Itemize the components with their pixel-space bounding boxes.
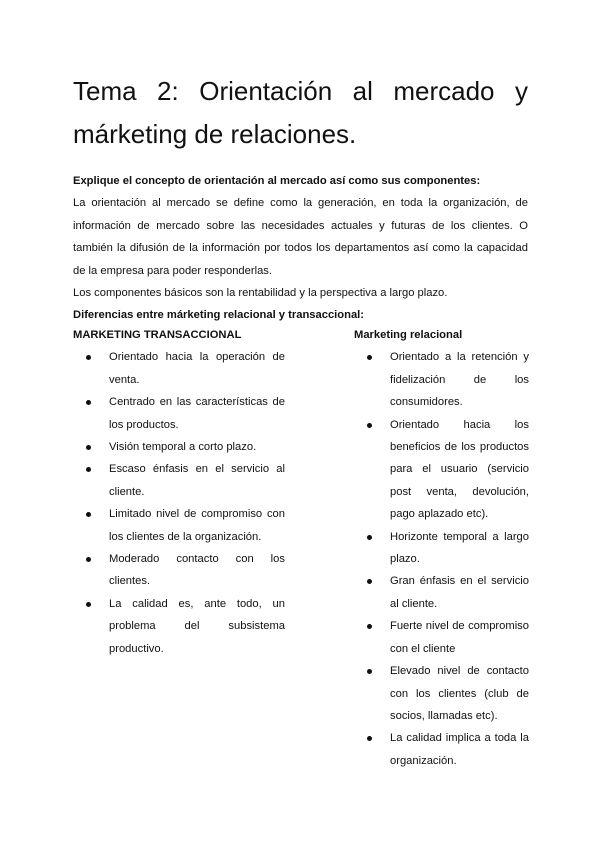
list-item: La calidad es, ante todo, un problema del subsistema productivo. — [73, 593, 285, 660]
transactional-column — [73, 324, 285, 660]
relational-heading: Marketing relacional — [354, 329, 463, 341]
intro-section — [73, 170, 528, 327]
relational-list — [354, 346, 529, 772]
transactional-heading: MARKETING TRANSACCIONAL — [73, 329, 242, 341]
list-item: Fuerte nivel de compromiso con el cliente — [354, 615, 529, 660]
transactional-list — [73, 346, 285, 660]
list-item: Escaso énfasis en el servicio al cliente. — [73, 458, 285, 503]
question-1: Explique el concepto de orientación al mercado así como sus componentes: — [73, 175, 481, 187]
question-2: Diferencias entre márketing relacional y transaccional: — [73, 309, 364, 322]
bullet-icon — [367, 624, 372, 629]
bullet-icon — [367, 423, 372, 428]
list-item: Elevado nivel de contacto con los clientes (club de socios, llamadas etc). — [354, 660, 529, 727]
list-item: Gran énfasis en el servicio al cliente. — [354, 570, 529, 615]
list-item: Visión temporal a corto plazo. — [73, 436, 285, 458]
relational-column — [354, 324, 529, 772]
list-item: Centrado en las características de los productos. — [73, 391, 285, 436]
list-item: Orientado hacia los beneficios de los productos para el usuario (servicio post venta, devolución, pago aplazado etc). — [354, 414, 529, 526]
bullet-icon — [86, 400, 91, 405]
bullet-icon — [86, 557, 91, 562]
list-item: Orientado a la retención y fidelización de los consumidores. — [354, 346, 529, 413]
bullet-icon — [367, 669, 372, 674]
list-item: Limitado nivel de compromiso con los clientes de la organización. — [73, 503, 285, 548]
bullet-icon — [367, 736, 372, 741]
bullet-icon — [86, 445, 91, 450]
paragraph-1: La orientación al mercado se define como la generación, en toda la organización, de información de mercado sobre las necesidades actuales y futuras de los clientes. O también la difusión de la información por todos los departamentos así como la capacidad de la empresa para poder responderlas. — [73, 197, 528, 277]
bullet-icon — [367, 355, 372, 360]
bullet-icon — [367, 579, 372, 584]
bullet-icon — [86, 355, 91, 360]
bullet-icon — [86, 602, 91, 607]
bullet-icon — [86, 467, 91, 472]
page-title: Tema 2: Orientación al mercado y márketing de relaciones. — [73, 76, 528, 149]
list-item: La calidad implica a toda la organización. — [354, 727, 529, 772]
bullet-icon — [86, 512, 91, 517]
bullet-icon — [367, 535, 372, 540]
list-item: Orientado hacia la operación de venta. — [73, 346, 285, 391]
list-item: Moderado contacto con los clientes. — [73, 548, 285, 593]
list-item: Horizonte temporal a largo plazo. — [354, 526, 529, 571]
paragraph-2: Los componentes básicos son la rentabilidad y la perspectiva a largo plazo. — [73, 287, 448, 300]
